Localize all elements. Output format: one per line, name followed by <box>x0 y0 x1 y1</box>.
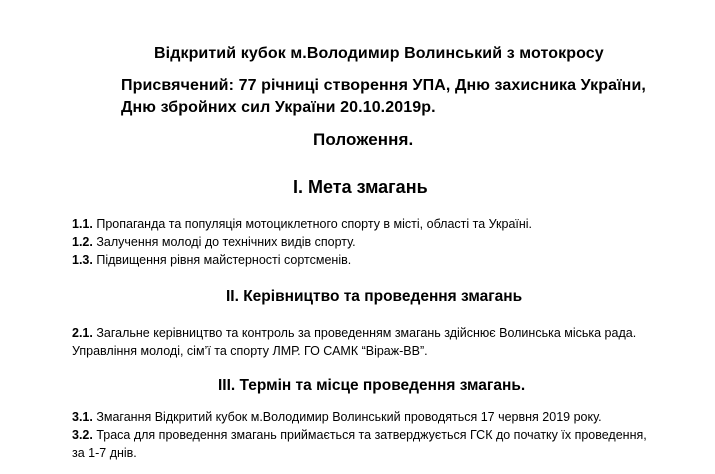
item-text: Траса для проведення змагань приймається та затверджується ГСК до початку їх проведення, <box>92 428 647 442</box>
section-heading-time-place: ІІІ. Термін та місце проведення змагань. <box>218 377 526 394</box>
dedication-line-2: Дню збройних сил України 20.10.2019р. <box>121 99 436 116</box>
list-item-continuation: Управління молоді, сім’ї та спорту ЛМР. ГО САМК “Віраж-ВВ”. <box>72 344 428 358</box>
item-text: Залучення молоді до технічних видів спорту. <box>92 235 356 249</box>
item-number: 3.1. <box>72 410 93 424</box>
dedication-line-1: Присвячений: 77 річниці створення УПА, Дню захисника України, <box>121 77 646 94</box>
list-item <box>72 234 356 250</box>
item-number: 1.2. <box>72 235 93 249</box>
item-text: Пропаганда та популяція мотоциклетного спорту в місті, області та Україні. <box>92 217 533 231</box>
item-number: 2.1. <box>72 326 93 340</box>
document-title: Відкритий кубок м.Володимир Волинський з мотокросу <box>154 45 604 62</box>
list-item <box>72 409 602 425</box>
document-type-heading: Положення. <box>313 130 414 149</box>
list-item-continuation: за 1-7 днів. <box>72 446 137 460</box>
item-number: 1.3. <box>72 253 93 267</box>
section-heading-goals: І. Мета змагань <box>293 177 428 197</box>
item-text: Змагання Відкритий кубок м.Володимир Волинський проводяться 17 червня 2019 року. <box>92 410 602 424</box>
list-item <box>72 216 532 232</box>
item-number: 1.1. <box>72 217 93 231</box>
section-heading-management: ІІ. Керівництво та проведення змагань <box>226 288 523 305</box>
list-item <box>72 325 636 341</box>
list-item <box>72 252 351 268</box>
item-text: Загальне керівництво та контроль за проведенням змагань здійснює Волинська міська рада. <box>92 326 637 340</box>
item-text: Підвищення рівня майстерності сортсменів. <box>92 253 352 267</box>
item-number: 3.2. <box>72 428 93 442</box>
list-item <box>72 427 647 443</box>
